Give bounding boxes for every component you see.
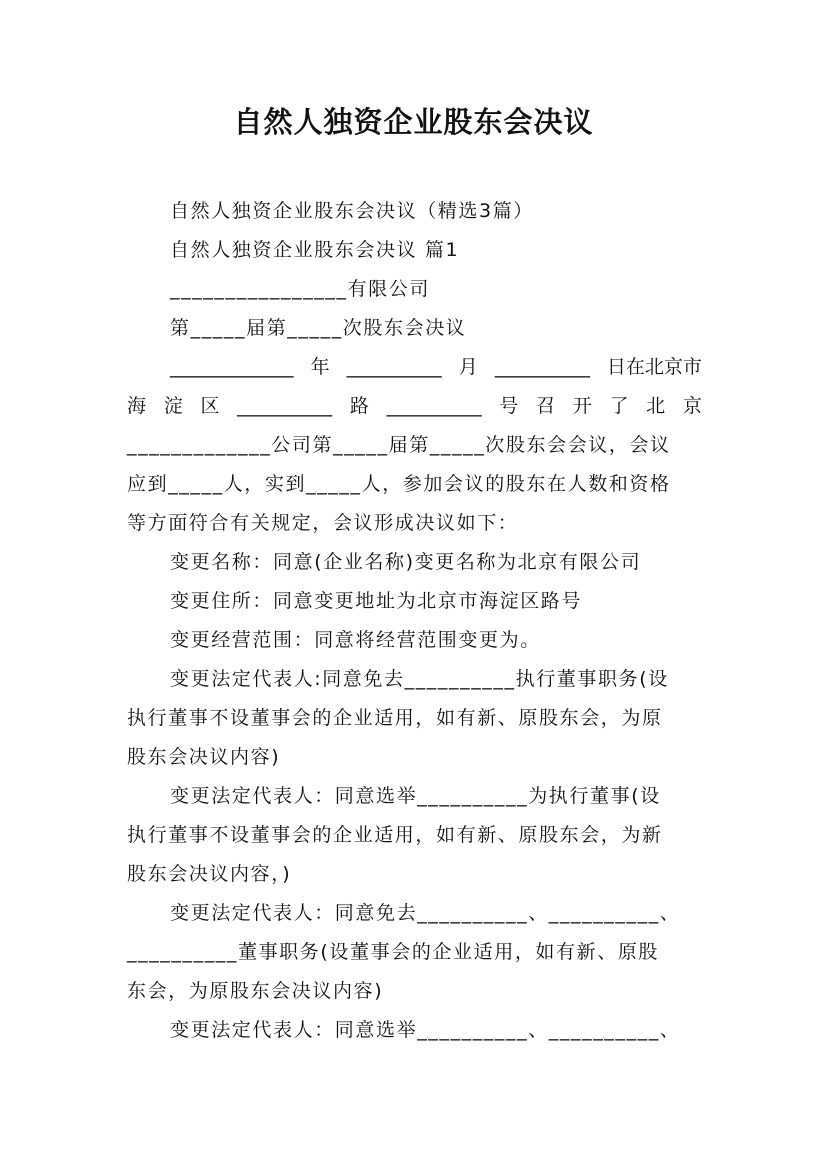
date-blank-day: __________ — [494, 356, 590, 378]
number-blank: __________ — [386, 395, 482, 417]
road-blank: __________ — [237, 395, 333, 417]
doc-subtitle: 自然人独资企业股东会决议（精选3篇） — [170, 200, 534, 222]
resolution-number-line: 第_____届第_____次股东会决议 — [170, 317, 467, 339]
document-title: 自然人独资企业股东会决议 — [233, 105, 594, 139]
paragraph-line: 执行董事不设董事会的企业适用，如有新、原股东会，为新 — [127, 824, 663, 846]
date-label-month: 月 — [458, 356, 478, 378]
resolution-item: 变更名称：同意(企业名称)变更名称为北京有限公司 — [170, 551, 642, 573]
date-blank-year: _____________ — [170, 356, 294, 378]
resolution-item: 变更经营范围：同意将经营范围变更为。 — [170, 629, 541, 651]
resolution-item: 变更住所：同意变更地址为北京市海淀区路号 — [170, 590, 583, 612]
paragraph-line: 执行董事不设董事会的企业适用，如有新、原股东会，为原 — [127, 707, 663, 729]
paragraph-line: 应到_____人，实到_____人，参加会议的股东在人数和资格 — [127, 473, 671, 495]
paragraph-line: 股东会决议内容，) — [127, 863, 292, 885]
date-blank-month: __________ — [346, 356, 442, 378]
paragraph-line: _____________公司第_____届第_____次股东会会议，会议 — [127, 434, 671, 456]
paragraph-line: 海 淀 区 __________ 路 __________ 号 召 开 了 北 京 — [127, 395, 702, 417]
resolution-item: 变更法定代表人：同意免去__________、__________、 — [170, 902, 681, 924]
date-label-day-location: 日在北京市 — [606, 356, 702, 378]
date-label-year: 年 — [310, 356, 330, 378]
paragraph-line: __________董事职务(设董事会的企业适用，如有新、原股 — [127, 941, 660, 963]
doc-section-heading: 自然人独资企业股东会决议 篇1 — [170, 239, 460, 261]
paragraph-line: 东会，为原股东会决议内容) — [127, 980, 384, 1002]
paragraph-line: 股东会决议内容) — [127, 746, 281, 768]
paragraph-line: 等方面符合有关规定，会议形成决议如下： — [127, 512, 519, 534]
resolution-item: 变更法定代表人:同意免去__________执行董事职务(设 — [170, 668, 669, 690]
company-name-line: ________________有限公司 — [170, 278, 431, 300]
paragraph-line — [170, 355, 702, 379]
resolution-item: 变更法定代表人：同意选举__________为执行董事(设 — [170, 785, 661, 807]
resolution-item: 变更法定代表人：同意选举__________、__________、 — [170, 1019, 681, 1041]
